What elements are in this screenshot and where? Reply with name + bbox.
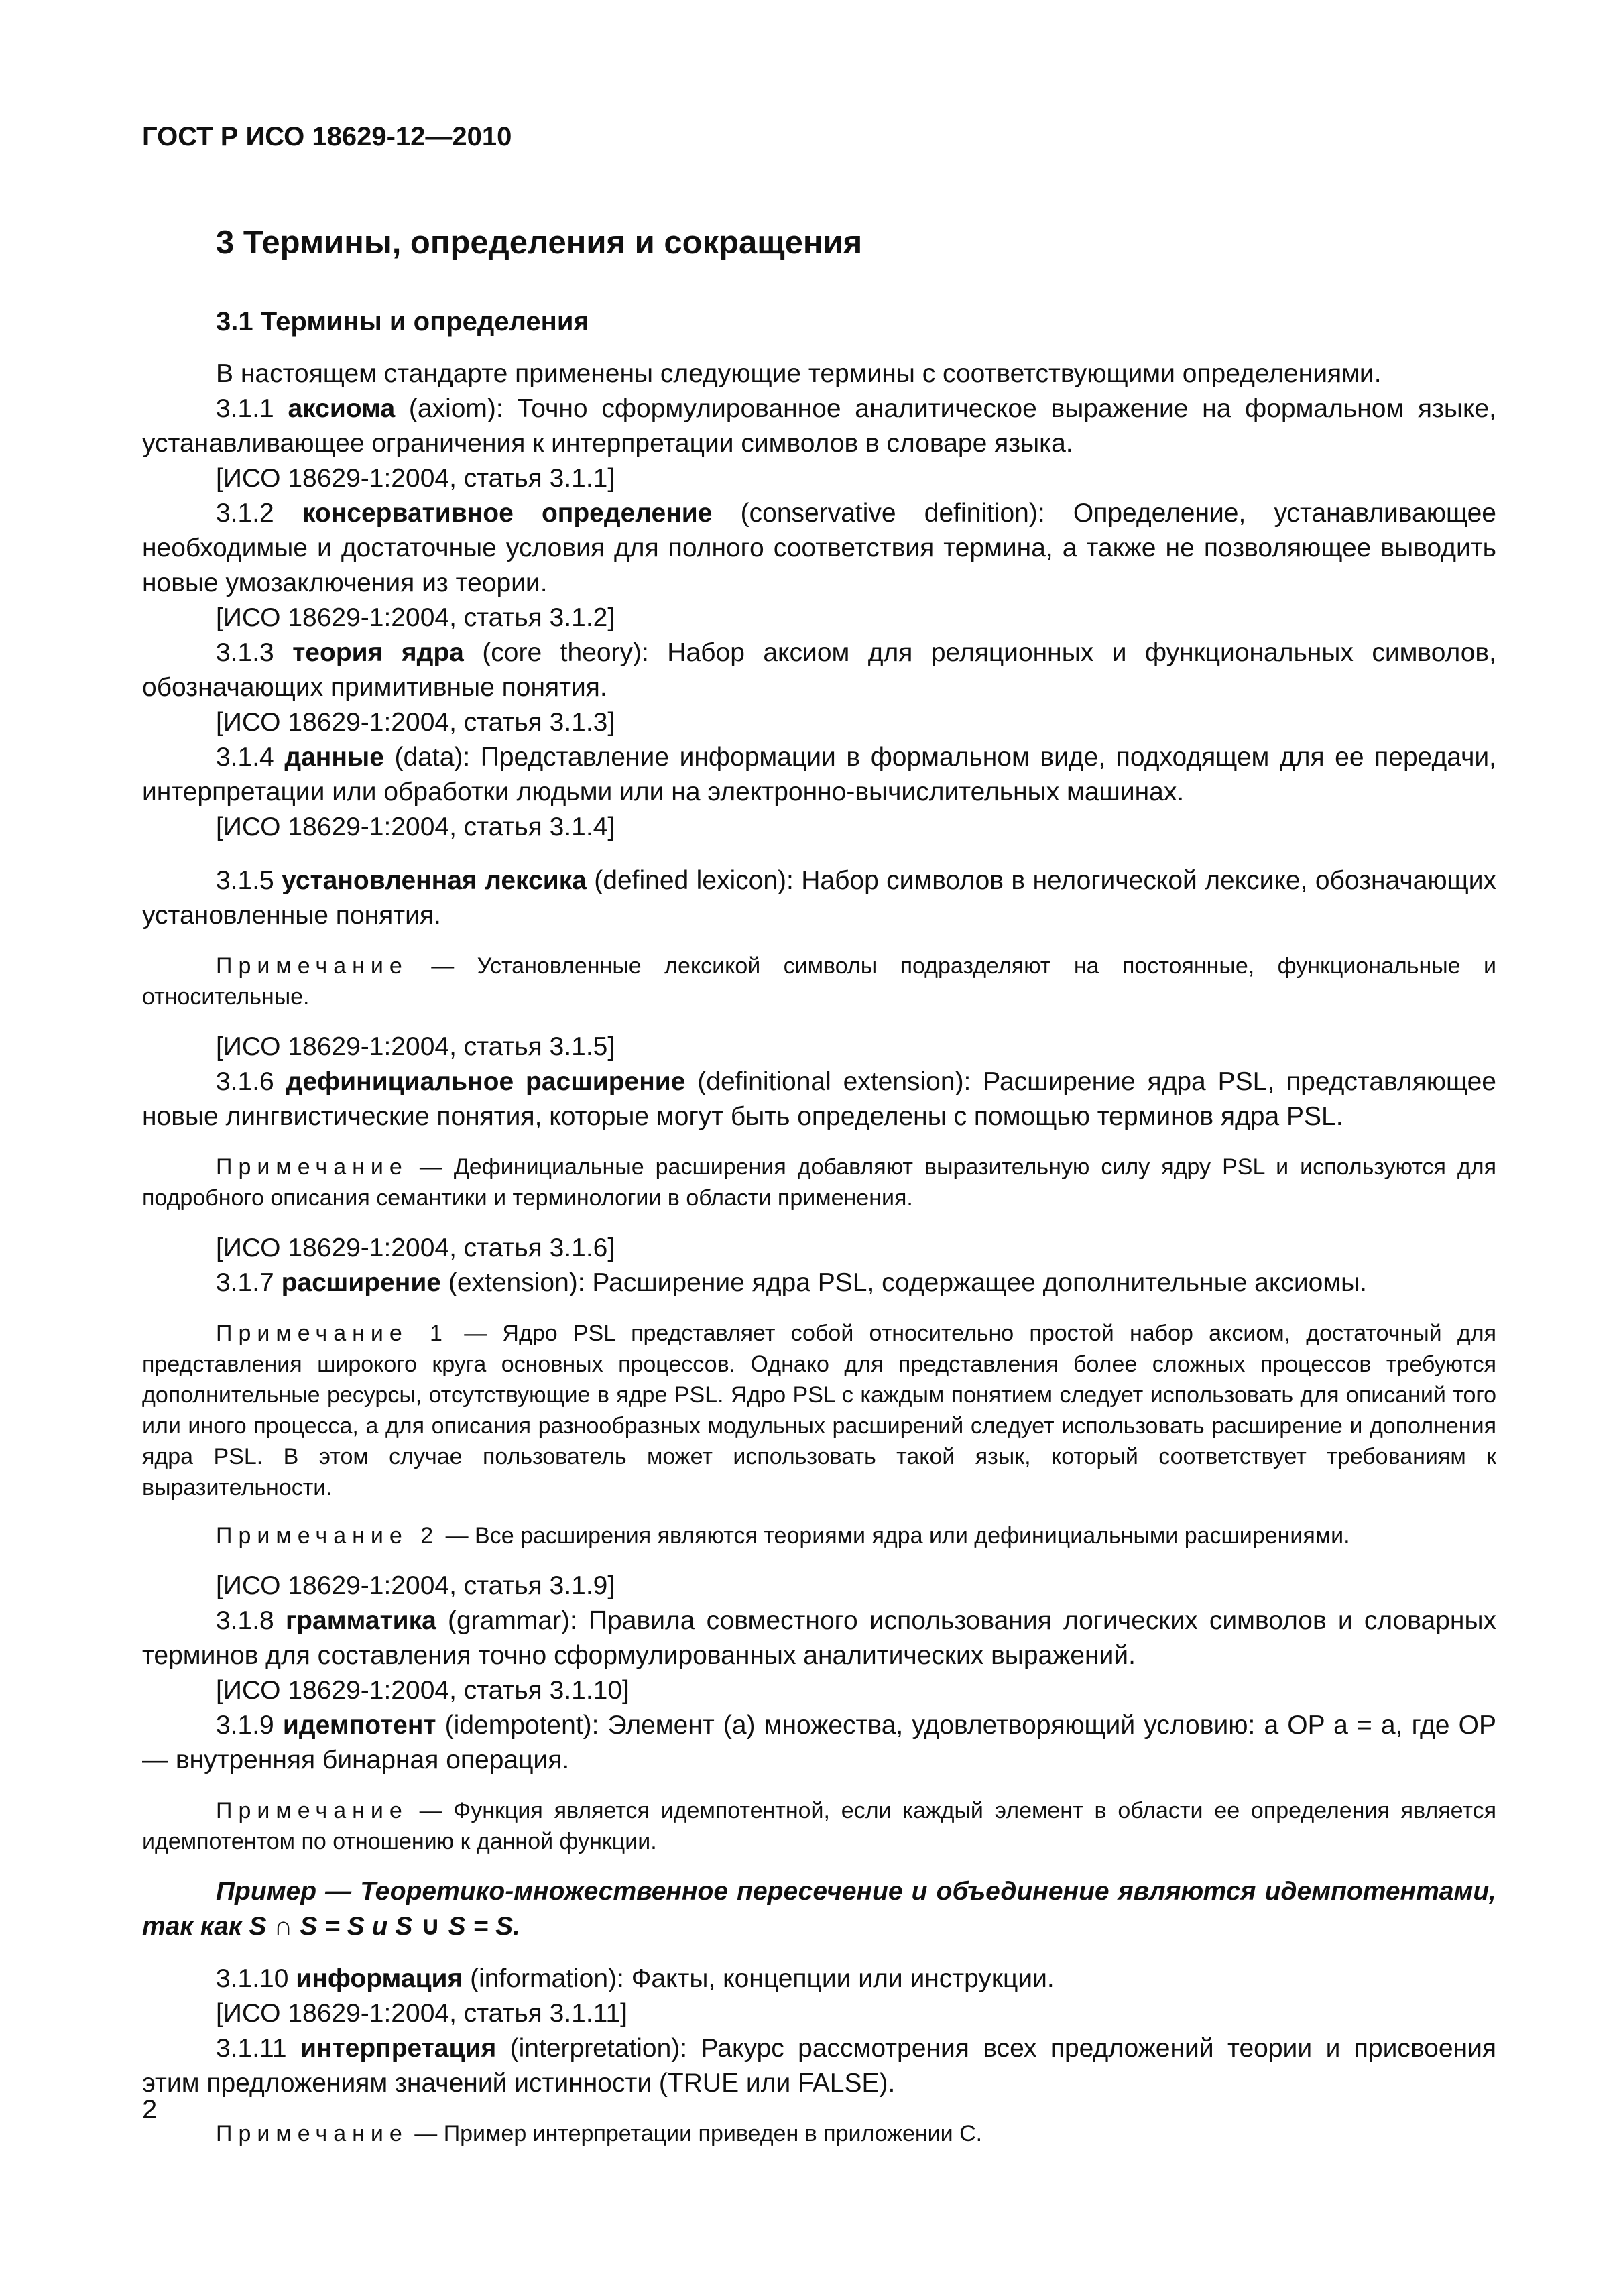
term-number: 3.1.4 xyxy=(216,743,285,772)
page-number: 2 xyxy=(142,2095,158,2124)
note-label: Примечание xyxy=(216,1154,408,1180)
term-3-1-7 xyxy=(142,1266,1496,1301)
term-definition: (extension): Расширение ядра PSL, содержащее дополнительные аксиомы. xyxy=(441,1268,1367,1297)
term-3-1-11 xyxy=(142,2031,1496,2101)
term-name: данные xyxy=(284,743,384,772)
term-name: интерпретация xyxy=(300,2034,497,2063)
term-number: 3.1.7 xyxy=(216,1268,282,1297)
term-name: установленная лексика xyxy=(282,866,587,895)
term-number: 3.1.3 xyxy=(216,638,293,667)
term-3-1-2 xyxy=(142,496,1496,601)
subsection-title: 3.1 Термины и определения xyxy=(216,307,589,337)
term-number: 3.1.2 xyxy=(216,499,302,528)
term-number: 3.1.9 xyxy=(216,1711,283,1740)
term-number: 3.1.10 xyxy=(216,1964,296,1993)
term-3-1-3 xyxy=(142,636,1496,705)
term-definition: (axiom): Точно сформулированное аналитическое выражение на формальном языке, устанавливающее ограничения к интерпретации символов в словаре языка. xyxy=(142,394,1496,458)
note-text: — Функция является идемпотентной, если каждый элемент в области ее определения является идемпотентом по отношению к данной функции. xyxy=(142,1798,1496,1854)
note-label: Примечание 2 xyxy=(216,1523,440,1549)
term-3-1-8 xyxy=(142,1604,1496,1673)
note-label: Примечание xyxy=(216,1798,408,1823)
term-number: 3.1.11 xyxy=(216,2034,300,2063)
term-3-1-1 xyxy=(142,391,1496,461)
term-name: теория ядра xyxy=(292,638,464,667)
term-3-1-4 xyxy=(142,740,1496,810)
reference-3-1-10: [ИСО 18629-1:2004, статья 3.1.11] xyxy=(216,1999,628,2028)
reference-3-1-2: [ИСО 18629-1:2004, статья 3.1.2] xyxy=(216,603,615,632)
term-name: консервативное определение xyxy=(302,499,713,528)
term-definition: (idempotent): Элемент (a) множества, удовлетворяющий условию: a OP a = a, где OP — внутренняя бинарная операция. xyxy=(142,1711,1496,1774)
term-name: дефинициальное расширение xyxy=(286,1067,686,1096)
note-text: — Все расширения являются теориями ядра или дефинициальными расширениями. xyxy=(439,1523,1350,1549)
term-definition: (defined lexicon): Набор символов в нелогической лексике, обозначающих установленные понятия. xyxy=(142,866,1496,930)
note-text: — Дефинициальные расширения добавляют выразительную силу ядру PSL и используются для подробного описания семантики и терминологии в области применения. xyxy=(142,1154,1496,1211)
reference-3-1-7: [ИСО 18629-1:2004, статья 3.1.9] xyxy=(216,1571,615,1600)
document-body xyxy=(142,357,1496,2149)
note-text: — Ядро PSL представляет собой относительно простой набор аксиом, достаточный для представления широкого круга основных процессов. Однако для представления более сложных процессов требуются дополнительные ресурсы, отсутствующие в ядре PSL. Ядро PSL с каждым понятием следует использовать для описаний того или иного процесса, а для описания разнообразных модульных расширений следует использовать расширение и дополнения ядра PSL. В этом случае пользователь может использовать такой язык, который соответствует требованиям к выразительности. xyxy=(142,1321,1496,1500)
reference-3-1-5: [ИСО 18629-1:2004, статья 3.1.5] xyxy=(216,1032,615,1061)
note-3-1-7-2 xyxy=(142,1520,1496,1551)
term-number: 3.1.8 xyxy=(216,1606,286,1635)
reference-3-1-3: [ИСО 18629-1:2004, статья 3.1.3] xyxy=(216,708,615,737)
note-3-1-11 xyxy=(142,2118,1496,2149)
term-3-1-5 xyxy=(142,863,1496,933)
example-idempotent: Пример — Теоретико-множественное пересечение и объединение являются идемпотентами, так как S ∩ S = S и S ∪ S = S. xyxy=(142,1877,1496,1941)
term-definition: (information): Факты, концепции или инструкции. xyxy=(463,1964,1055,1993)
term-name: идемпотент xyxy=(282,1711,436,1740)
note-3-1-6 xyxy=(142,1152,1496,1213)
term-definition: (conservative definition): Определение, устанавливающее необходимые и достаточные условия для полного соответствия термина, а также не позволяющее выводить новые умозаключения из теории. xyxy=(142,499,1496,597)
term-3-1-9 xyxy=(142,1708,1496,1778)
term-3-1-10 xyxy=(142,1961,1496,1996)
section-title: 3 Термины, определения и сокращения xyxy=(216,225,863,261)
intro-paragraph: В настоящем стандарте применены следующие термины с соответствующими определениями. xyxy=(216,359,1382,388)
term-name: расширение xyxy=(281,1268,441,1297)
term-definition: (data): Представление информации в формальном виде, подходящем для ее передачи, интерпретации или обработки людьми или на электронно-вычислительных машинах. xyxy=(142,743,1497,806)
term-definition: (definitional extension): Расширение ядра PSL, представляющее новые лингвистические понятия, которые могут быть определены с помощью терминов ядра PSL. xyxy=(142,1067,1496,1131)
term-definition: (core theory): Набор аксиом для реляционных и функциональных символов, обозначающих примитивные понятия. xyxy=(142,638,1496,702)
reference-3-1-8: [ИСО 18629-1:2004, статья 3.1.10] xyxy=(216,1676,629,1705)
term-number: 3.1.5 xyxy=(216,866,282,895)
note-3-1-7-1 xyxy=(142,1318,1496,1503)
note-3-1-9 xyxy=(142,1795,1496,1857)
document-page xyxy=(142,121,1496,2167)
reference-3-1-1: [ИСО 18629-1:2004, статья 3.1.1] xyxy=(216,464,615,493)
note-3-1-5 xyxy=(142,951,1496,1012)
term-name: грамматика xyxy=(285,1606,436,1635)
note-text: — Пример интерпретации приведен в приложении С. xyxy=(408,2121,983,2147)
note-label: Примечание xyxy=(216,2121,408,2147)
note-text: — Установленные лексикой символы подразделяют на постоянные, функциональные и относительные. xyxy=(142,953,1496,1010)
term-definition: (interpretation): Ракурс рассмотрения всех предложений теории и присвоения этим предложениям значений истинности (TRUE или FALSE). xyxy=(142,2034,1496,2098)
document-header-code: ГОСТ Р ИСО 18629-12—2010 xyxy=(142,122,512,152)
term-definition: (grammar): Правила совместного использования логических символов и словарных терминов для составления точно сформулированных аналитических выражений. xyxy=(142,1606,1496,1670)
reference-3-1-4: [ИСО 18629-1:2004, статья 3.1.4] xyxy=(216,812,615,841)
term-number: 3.1.1 xyxy=(216,394,288,423)
term-name: информация xyxy=(296,1964,463,1993)
reference-3-1-6: [ИСО 18629-1:2004, статья 3.1.6] xyxy=(216,1233,615,1262)
term-number: 3.1.6 xyxy=(216,1067,286,1096)
term-3-1-6 xyxy=(142,1065,1496,1134)
note-label: Примечание 1 xyxy=(216,1321,448,1346)
term-name: аксиома xyxy=(288,394,396,423)
note-label: Примечание xyxy=(216,953,408,979)
